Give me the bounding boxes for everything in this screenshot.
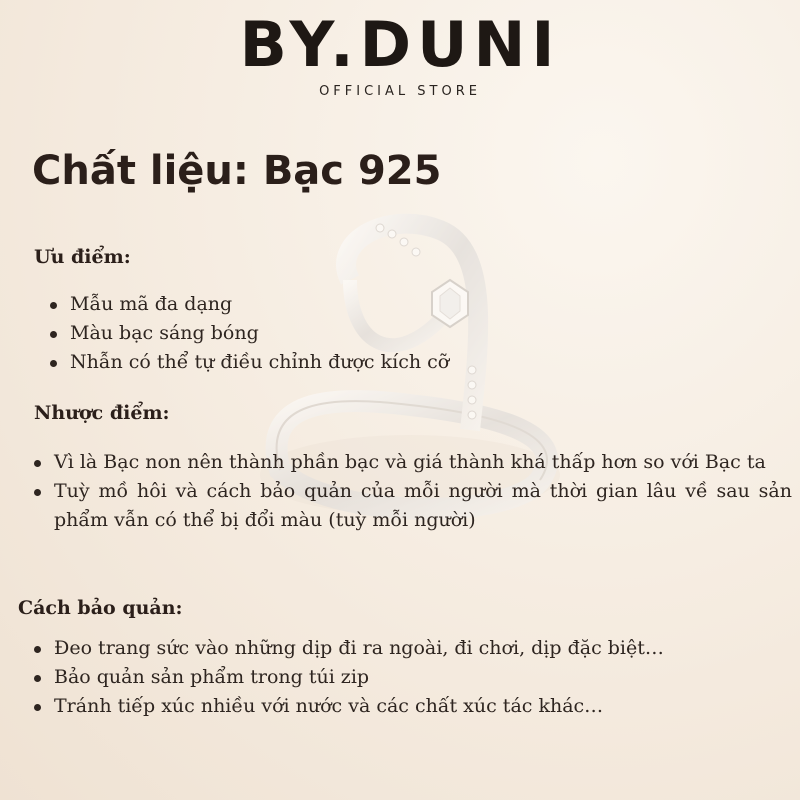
list-item: Tuỳ mồ hôi và cách bảo quản của mỗi người mà thời gian lâu về sau sản phẩm vẫn có thể bị đổi màu (tuỳ mỗi người): [32, 477, 792, 535]
disadvantages-list: [32, 448, 792, 535]
brand-logo: [0, 8, 800, 99]
list-item: Vì là Bạc non nên thành phần bạc và giá thành khá thấp hơn so với Bạc ta: [32, 448, 792, 477]
disadvantages-heading: Nhược điểm:: [34, 402, 170, 424]
list-item: Màu bạc sáng bóng: [48, 319, 449, 348]
list-item: Tránh tiếp xúc nhiều với nước và các chất xúc tác khác…: [32, 692, 664, 721]
list-item: Bảo quản sản phẩm trong túi zip: [32, 663, 664, 692]
advantages-heading: Ưu điểm:: [34, 246, 131, 268]
advantages-list: [48, 290, 449, 377]
list-item: Mẫu mã đa dạng: [48, 290, 449, 319]
list-item: Nhẫn có thể tự điều chỉnh được kích cỡ: [48, 348, 449, 377]
material-title: Chất liệu: Bạc 925: [32, 148, 442, 194]
care-list: [32, 634, 664, 721]
brand-tagline: OFFICIAL STORE: [319, 84, 481, 99]
care-heading: Cách bảo quản:: [18, 597, 183, 619]
list-item: Đeo trang sức vào những dịp đi ra ngoài, đi chơi, dịp đặc biệt…: [32, 634, 664, 663]
brand-logo-text: BY.DUNI: [239, 8, 561, 81]
